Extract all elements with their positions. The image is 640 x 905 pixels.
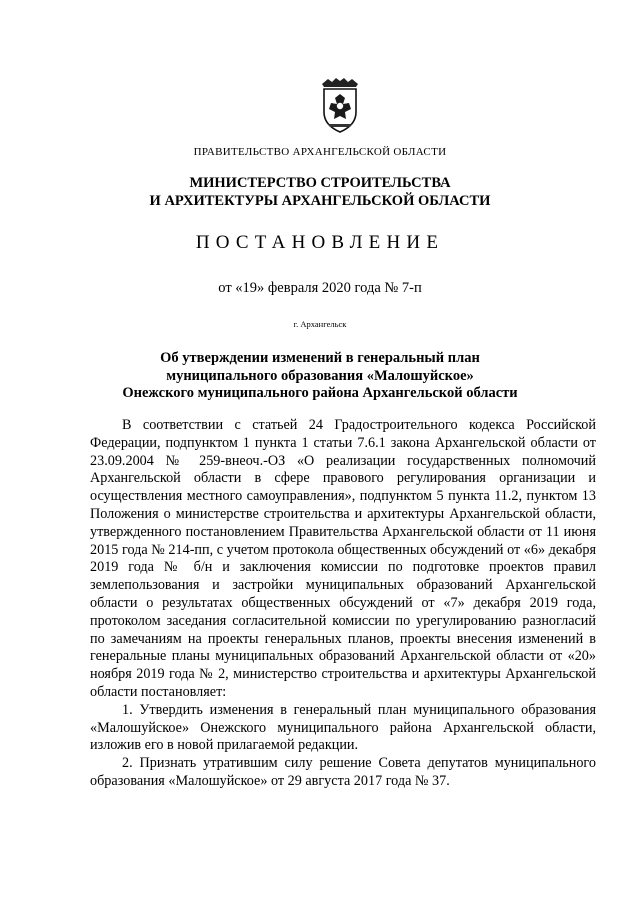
subject-line2: муниципального образования «Малошуйское» bbox=[166, 367, 474, 384]
preamble-paragraph: В соответствии с статьей 24 Градостроительного кодекса Российской Федерации, подпунктом 1 пункта 1 статьи 7.6.1 закона Архангельской области от 23.09.2004 № 259-внеоч.-ОЗ «О реализации государственных полномочий Архангельской области в сфере правового регулирования организации и осуществления местного самоуправления», подпунктом 5 пункта 11.2, пунктом 13 Положения о министерстве строительства и архитектуры Архангельской области, утвержденного постановлением Правительства Архангельской области от 11 июня 2015 года № 214-пп, с учетом протокола общественных обсуждений от «6» декабря 2019 года № б/н и заключения комиссии по подготовке проектов правил землепользования и застройки муниципальных образований Архангельской области о результатах общественных обсуждений от «7» декабря 2019 года, протоколом заседания согласительной комиссии по урегулированию разногласий по замечаниям на проекты генеральных планов, проекты внесения изменений в генеральные планы муниципальных образований Архангельской области от «20» ноября 2019 года № 2, министерство строительства и архитектуры Архангельской области постановляет: bbox=[90, 417, 596, 700]
ministry-name-line2: И АРХИТЕКТУРЫ АРХАНГЕЛЬСКОЙ ОБЛАСТИ bbox=[149, 193, 491, 209]
decree-subject bbox=[0, 350, 640, 403]
document-type-title: ПОСТАНОВЛЕНИЕ bbox=[195, 232, 445, 253]
ministry-name-line1: МИНИСТЕРСТВО СТРОИТЕЛЬСТВА bbox=[189, 175, 451, 191]
subject-line3: Онежского муниципального района Архангельской области bbox=[122, 385, 518, 401]
government-name: ПРАВИТЕЛЬСТВО АРХАНГЕЛЬСКОЙ ОБЛАСТИ bbox=[193, 146, 447, 158]
ministry-name bbox=[0, 174, 640, 210]
city-name: г. Архангельск bbox=[293, 319, 347, 329]
decree-body bbox=[90, 417, 596, 791]
item-2-paragraph: 2. Признать утратившим силу решение Совета депутатов муниципального образования «Малошуйское» от 29 августа 2017 года № 37. bbox=[90, 755, 596, 789]
subject-line1: Об утверждении изменений в генеральный план bbox=[160, 350, 480, 366]
item-1-paragraph: 1. Утвердить изменения в генеральный план муниципального образования «Малошуйское» Онежского муниципального района Архангельской области, изложив его в новой прилагаемой редакции. bbox=[90, 701, 596, 754]
decree-date-number: от «19» февраля 2020 года № 7-п bbox=[218, 280, 422, 296]
coat-of-arms-emblem bbox=[316, 76, 364, 134]
